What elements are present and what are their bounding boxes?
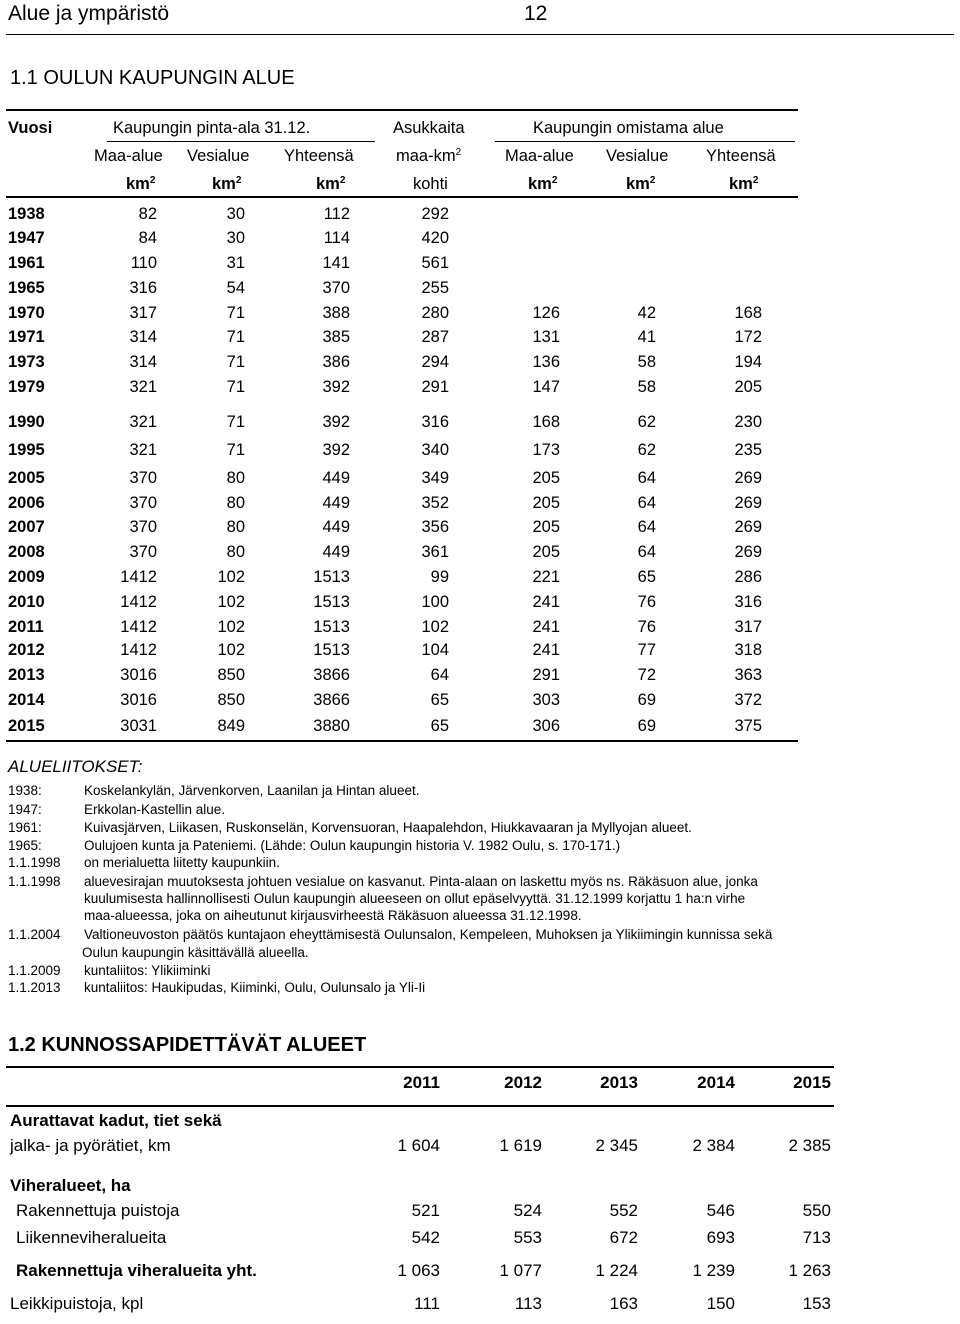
- cell-maa-alue: 314: [129, 353, 157, 371]
- cell-vesialue: 71: [226, 413, 245, 431]
- cell-vesialue: 102: [217, 618, 245, 636]
- cell-owned-maa-alue: 147: [532, 378, 560, 396]
- cell-maa-alue: 370: [129, 543, 157, 561]
- table2-header-rule: [6, 1105, 834, 1107]
- cell-maa-alue: 110: [130, 254, 157, 272]
- group-underline-area: [107, 141, 375, 142]
- cell-maa-alue: 321: [129, 413, 157, 431]
- note-date: 1.1.2004: [8, 927, 61, 942]
- notes-title: ALUELIITOKSET:: [8, 757, 143, 776]
- cell-maa-alue: 1412: [120, 641, 157, 659]
- cell-year: 1979: [8, 378, 45, 396]
- row-value: 113: [514, 1294, 542, 1313]
- cell-asukkaita: 65: [430, 691, 449, 709]
- cell-yhteensa: 114: [323, 229, 350, 247]
- note-text: aluevesirajan muutoksesta johtuen vesialue on kasvanut. Pinta-alaan on laskettu myös ns. Räkäsuon alue, jonka: [84, 874, 758, 889]
- col-header-asukkaita: Asukkaita: [393, 119, 465, 137]
- row-value: 1 263: [788, 1261, 831, 1280]
- cell-owned-vesialue: 64: [637, 518, 656, 536]
- cell-year: 2010: [8, 593, 45, 611]
- year-header: 2015: [793, 1073, 831, 1092]
- cell-asukkaita: 420: [421, 229, 449, 247]
- cell-owned-vesialue: 58: [637, 378, 656, 396]
- cell-owned-vesialue: 76: [637, 593, 656, 611]
- cell-yhteensa: 449: [322, 469, 350, 487]
- row-value: 1 239: [692, 1261, 735, 1280]
- unit-kohti: kohti: [413, 175, 448, 193]
- cell-owned-maa-alue: 136: [532, 353, 560, 371]
- note-text: kuulumisesta hallinnollisesti Oulun kaupungin alueeseen on ollut epäselvyyttä. 31.12.1999 korjattu 1 ha:n virhe: [84, 891, 746, 906]
- cell-owned-vesialue: 58: [637, 353, 656, 371]
- note-date: 1965:: [8, 838, 42, 853]
- col-header-owned-yhteensa: Yhteensä: [706, 147, 776, 165]
- cell-maa-alue: 370: [129, 518, 157, 536]
- cell-yhteensa: 386: [322, 353, 350, 371]
- cell-owned-vesialue: 64: [637, 494, 656, 512]
- year-header: 2012: [504, 1073, 542, 1092]
- table2-top-rule: [6, 1066, 834, 1068]
- cell-year: 2011: [8, 618, 44, 636]
- cell-owned-maa-alue: 306: [532, 717, 560, 735]
- cell-year: 1995: [8, 441, 45, 459]
- year-header: 2014: [697, 1073, 735, 1092]
- cell-yhteensa: 3866: [313, 691, 350, 709]
- cell-maa-alue: 314: [129, 328, 157, 346]
- year-header: 2013: [600, 1073, 638, 1092]
- unit-km2: $km^2$: [626, 175, 656, 193]
- cell-asukkaita: 294: [421, 353, 449, 371]
- cell-owned-yhteensa: 363: [734, 666, 762, 684]
- cell-maa-alue: 1412: [120, 618, 157, 636]
- cell-yhteensa: 385: [322, 328, 350, 346]
- note-text: Oulun kaupungin käsittävällä alueella.: [82, 945, 309, 960]
- row-value: 2 345: [595, 1136, 638, 1155]
- cell-year: 2006: [8, 494, 45, 512]
- row-value: 521: [411, 1201, 440, 1220]
- row-label: jalka- ja pyörätiet, km: [10, 1136, 171, 1155]
- cell-asukkaita: 100: [421, 593, 449, 611]
- cell-asukkaita: 291: [421, 378, 449, 396]
- cell-year: 1961: [8, 254, 45, 272]
- group-title-streets: Aurattavat kadut, tiet sekä: [10, 1111, 222, 1130]
- cell-owned-maa-alue: 303: [532, 691, 560, 709]
- cell-maa-alue: 84: [138, 229, 157, 247]
- row-value: 542: [411, 1228, 440, 1247]
- cell-owned-vesialue: 62: [637, 413, 656, 431]
- table-top-rule: [6, 109, 798, 111]
- col-header-yhteensa: Yhteensä: [284, 147, 354, 165]
- year-header: 2011: [403, 1073, 440, 1092]
- cell-year: 2009: [8, 568, 45, 586]
- unit-km2: $km^2$: [316, 175, 346, 193]
- row-value: 524: [513, 1201, 542, 1220]
- note-text: Oulujoen kunta ja Pateniemi. (Lähde: Oulun kaupungin historia V. 1982 Oulu, s. 170-171.): [84, 838, 621, 853]
- cell-maa-alue: 317: [129, 304, 157, 322]
- cell-owned-maa-alue: 126: [532, 304, 560, 322]
- cell-yhteensa: 3866: [313, 666, 350, 684]
- cell-maa-alue: 1412: [120, 593, 157, 611]
- unit-km2: $km^2$: [528, 175, 558, 193]
- cell-asukkaita: 316: [421, 413, 449, 431]
- cell-vesialue: 71: [226, 378, 245, 396]
- cell-maa-alue: 3016: [120, 666, 157, 684]
- cell-asukkaita: 287: [421, 328, 449, 346]
- note-text: Kuivasjärven, Liikasen, Ruskonselän, Korvensuoran, Haapalehdon, Hiukkavaaran ja Myllyojan alueet.: [84, 820, 692, 835]
- cell-year: 1971: [8, 328, 45, 346]
- cell-yhteensa: 1513: [313, 618, 350, 636]
- col-header-owned-vesialue: Vesialue: [606, 147, 669, 165]
- cell-owned-maa-alue: 205: [532, 469, 560, 487]
- cell-owned-vesialue: 64: [637, 469, 656, 487]
- unit-km2: $km^2$: [212, 175, 242, 193]
- cell-owned-maa-alue: 205: [532, 518, 560, 536]
- cell-owned-vesialue: 42: [637, 304, 656, 322]
- cell-owned-maa-alue: 173: [532, 441, 560, 459]
- cell-year: 1947: [8, 229, 45, 247]
- note-date: 1938:: [8, 783, 42, 798]
- cell-asukkaita: 340: [421, 441, 449, 459]
- cell-asukkaita: 64: [430, 666, 449, 684]
- col-group-owned: Kaupungin omistama alue: [533, 119, 724, 137]
- cell-asukkaita: 104: [421, 641, 449, 659]
- group-underline-owned: [495, 141, 795, 142]
- row-value: 1 224: [595, 1261, 638, 1280]
- cell-owned-maa-alue: 131: [532, 328, 560, 346]
- row-value: 672: [609, 1228, 638, 1247]
- row-value: 111: [414, 1294, 440, 1313]
- cell-owned-yhteensa: 372: [734, 691, 762, 709]
- cell-maa-alue: 370: [129, 469, 157, 487]
- header-bottom-rule: [6, 196, 798, 198]
- row-value: 693: [706, 1228, 735, 1247]
- cell-maa-alue: 316: [129, 279, 157, 297]
- cell-yhteensa: 1513: [313, 568, 350, 586]
- cell-yhteensa: 1513: [313, 593, 350, 611]
- note-date: 1961:: [8, 820, 42, 835]
- cell-owned-vesialue: 72: [637, 666, 656, 684]
- cell-yhteensa: 392: [322, 441, 350, 459]
- cell-vesialue: 71: [226, 328, 245, 346]
- cell-owned-yhteensa: 375: [734, 717, 762, 735]
- col-header-maa-km: maa-$km^2$: [396, 147, 462, 165]
- cell-maa-alue: 321: [129, 378, 157, 396]
- cell-owned-vesialue: 62: [637, 441, 656, 459]
- note-date: 1.1.1998: [8, 855, 61, 870]
- cell-yhteensa: 449: [322, 543, 350, 561]
- cell-owned-yhteensa: 317: [734, 618, 762, 636]
- cell-year: 1970: [8, 304, 45, 322]
- col-header-vuosi: Vuosi: [8, 119, 53, 137]
- row-label: Liikenneviheralueita: [16, 1228, 167, 1247]
- cell-asukkaita: 352: [421, 494, 449, 512]
- cell-owned-yhteensa: 269: [734, 518, 762, 536]
- cell-year: 1973: [8, 353, 45, 371]
- cell-owned-vesialue: 65: [637, 568, 656, 586]
- cell-owned-yhteensa: 194: [734, 353, 762, 371]
- row-value: 163: [609, 1294, 638, 1313]
- cell-vesialue: 30: [226, 205, 245, 223]
- cell-year: 1990: [8, 413, 45, 431]
- cell-vesialue: 31: [226, 254, 245, 272]
- unit-km2: $km^2$: [729, 175, 759, 193]
- cell-year: 1965: [8, 279, 45, 297]
- note-date: 1.1.2013: [8, 980, 61, 995]
- cell-asukkaita: 280: [421, 304, 449, 322]
- row-value: 2 384: [692, 1136, 735, 1155]
- cell-owned-yhteensa: 235: [734, 441, 762, 459]
- cell-year: 1938: [8, 205, 45, 223]
- row-value: 1 619: [499, 1136, 542, 1155]
- cell-maa-alue: 370: [129, 494, 157, 512]
- group-title-green-areas: Viheralueet, ha: [10, 1176, 131, 1195]
- cell-vesialue: 850: [217, 691, 245, 709]
- cell-yhteensa: 370: [322, 279, 350, 297]
- row-value: 1 063: [397, 1261, 440, 1280]
- cell-vesialue: 102: [217, 568, 245, 586]
- cell-vesialue: 71: [226, 353, 245, 371]
- note-date: 1.1.2009: [8, 963, 61, 978]
- cell-asukkaita: 102: [421, 618, 449, 636]
- row-value: 553: [513, 1228, 542, 1247]
- col-header-owned-maa-alue: Maa-alue: [505, 147, 574, 165]
- note-text: kuntaliitos: Ylikiiminki: [84, 963, 211, 978]
- row-value: 1 077: [499, 1261, 542, 1280]
- cell-yhteensa: 112: [323, 205, 350, 223]
- row-value: 552: [609, 1201, 638, 1220]
- cell-asukkaita: 361: [421, 543, 449, 561]
- cell-owned-vesialue: 77: [637, 641, 656, 659]
- note-text: kuntaliitos: Haukipudas, Kiiminki, Oulu, Oulunsalo ja Yli-Ii: [84, 980, 426, 995]
- cell-owned-maa-alue: 241: [532, 593, 560, 611]
- cell-yhteensa: 449: [322, 494, 350, 512]
- cell-vesialue: 80: [226, 543, 245, 561]
- cell-year: 2015: [8, 717, 45, 735]
- cell-yhteensa: 392: [322, 413, 350, 431]
- cell-owned-yhteensa: 269: [734, 469, 762, 487]
- cell-year: 2013: [8, 666, 45, 684]
- header-divider: [6, 34, 954, 35]
- cell-owned-yhteensa: 316: [734, 593, 762, 611]
- cell-vesialue: 849: [217, 717, 245, 735]
- cell-asukkaita: 292: [421, 205, 449, 223]
- cell-owned-yhteensa: 205: [734, 378, 762, 396]
- cell-yhteensa: 141: [322, 254, 350, 272]
- row-value: 546: [706, 1201, 735, 1220]
- cell-owned-vesialue: 64: [637, 543, 656, 561]
- col-header-maa-alue: Maa-alue: [94, 147, 163, 165]
- cell-vesialue: 71: [226, 304, 245, 322]
- row-value: 150: [706, 1294, 735, 1313]
- cell-asukkaita: 349: [421, 469, 449, 487]
- cell-yhteensa: 388: [322, 304, 350, 322]
- cell-year: 2012: [8, 641, 45, 659]
- cell-owned-maa-alue: 221: [532, 568, 560, 586]
- row-value: 1 604: [397, 1136, 440, 1155]
- cell-owned-yhteensa: 269: [734, 494, 762, 512]
- note-date: 1.1.1998: [8, 874, 61, 889]
- cell-maa-alue: 1412: [120, 568, 157, 586]
- section-2-title: 1.2 KUNNOSSAPIDETTÄVÄT ALUEET: [8, 1034, 367, 1056]
- cell-year: 2005: [8, 469, 45, 487]
- note-text: Koskelankylän, Järvenkorven, Laanilan ja Hintan alueet.: [84, 783, 420, 798]
- row-label: Rakennettuja viheralueita yht.: [16, 1261, 257, 1280]
- cell-asukkaita: 255: [421, 279, 449, 297]
- cell-asukkaita: 356: [421, 518, 449, 536]
- cell-owned-maa-alue: 168: [532, 413, 560, 431]
- cell-yhteensa: 392: [322, 378, 350, 396]
- table-bottom-rule: [6, 740, 798, 742]
- note-text: maa-alueessa, joka on aiheutunut kirjausvirheestä Räkäsuon alueessa 31.12.1998.: [84, 908, 582, 923]
- cell-year: 2007: [8, 518, 45, 536]
- cell-vesialue: 80: [226, 469, 245, 487]
- cell-yhteensa: 1513: [313, 641, 350, 659]
- col-header-vesialue: Vesialue: [187, 147, 250, 165]
- row-value: 2 385: [788, 1136, 831, 1155]
- cell-owned-maa-alue: 291: [532, 666, 560, 684]
- row-label: Leikkipuistoja, kpl: [10, 1294, 144, 1313]
- cell-vesialue: 71: [226, 441, 245, 459]
- page-number: 12: [524, 2, 548, 25]
- row-value: 153: [802, 1294, 831, 1313]
- cell-asukkaita: 561: [421, 254, 449, 272]
- note-text: on merialuetta liitetty kaupunkiin.: [84, 855, 280, 870]
- cell-asukkaita: 65: [430, 717, 449, 735]
- cell-owned-vesialue: 69: [637, 691, 656, 709]
- cell-owned-vesialue: 69: [637, 717, 656, 735]
- cell-owned-maa-alue: 241: [532, 618, 560, 636]
- row-value: 713: [802, 1228, 831, 1247]
- cell-vesialue: 54: [226, 279, 245, 297]
- cell-owned-maa-alue: 205: [532, 494, 560, 512]
- page-header-title: Alue ja ympäristö: [8, 2, 170, 25]
- cell-vesialue: 80: [226, 494, 245, 512]
- cell-yhteensa: 3880: [313, 717, 350, 735]
- cell-maa-alue: 82: [138, 205, 157, 223]
- cell-maa-alue: 3016: [120, 691, 157, 709]
- cell-owned-yhteensa: 269: [734, 543, 762, 561]
- cell-owned-maa-alue: 241: [532, 641, 560, 659]
- cell-owned-maa-alue: 205: [532, 543, 560, 561]
- row-label: Rakennettuja puistoja: [16, 1201, 180, 1220]
- cell-vesialue: 102: [217, 641, 245, 659]
- row-value: 550: [802, 1201, 831, 1220]
- cell-maa-alue: 321: [129, 441, 157, 459]
- cell-owned-vesialue: 41: [637, 328, 656, 346]
- cell-maa-alue: 3031: [120, 717, 157, 735]
- cell-yhteensa: 449: [322, 518, 350, 536]
- cell-owned-yhteensa: 318: [734, 641, 762, 659]
- note-text: Erkkolan-Kastellin alue.: [84, 802, 226, 817]
- cell-asukkaita: 99: [430, 568, 449, 586]
- cell-vesialue: 80: [226, 518, 245, 536]
- cell-owned-yhteensa: 230: [734, 413, 762, 431]
- cell-owned-yhteensa: 168: [734, 304, 762, 322]
- cell-year: 2014: [8, 691, 45, 709]
- cell-owned-yhteensa: 286: [734, 568, 762, 586]
- cell-year: 2008: [8, 543, 45, 561]
- cell-vesialue: 102: [217, 593, 245, 611]
- unit-km2: $km^2$: [126, 175, 156, 193]
- cell-vesialue: 30: [226, 229, 245, 247]
- cell-owned-yhteensa: 172: [734, 328, 762, 346]
- note-text: Valtioneuvoston päätös kuntajaon eheyttämisestä Oulunsalon, Kempeleen, Muhoksen ja Ylikiimingin kunnissa sekä: [84, 927, 773, 942]
- section-1-title: 1.1 OULUN KAUPUNGIN ALUE: [10, 67, 295, 89]
- col-group-area: Kaupungin pinta-ala 31.12.: [113, 119, 311, 137]
- cell-owned-vesialue: 76: [637, 618, 656, 636]
- note-date: 1947:: [8, 802, 42, 817]
- cell-vesialue: 850: [217, 666, 245, 684]
